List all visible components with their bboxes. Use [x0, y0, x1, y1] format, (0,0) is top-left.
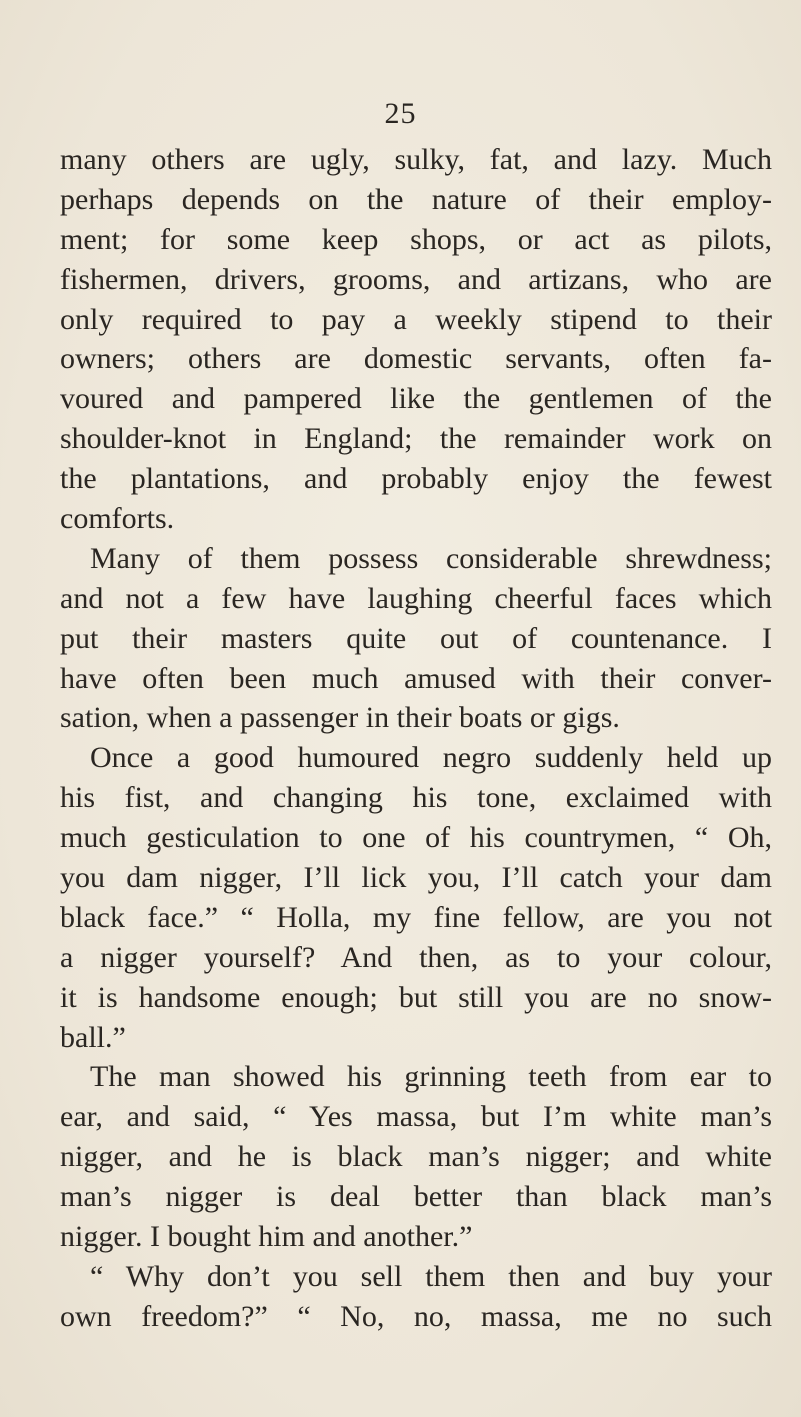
- text-line: own freedom?” “ No, no, massa, me no such: [60, 1299, 772, 1333]
- text-line: fishermen, drivers, grooms, and artizans, who are: [60, 262, 772, 296]
- paragraph-start-line: Once a good humoured negro suddenly held up: [90, 741, 772, 775]
- text-line: much gesticulation to one of his countrymen, “ Oh,: [60, 821, 772, 855]
- text-line: a nigger yourself? And then, as to your colour,: [60, 940, 772, 974]
- paragraph-end-line: ball.”: [60, 1020, 126, 1054]
- text-line: only required to pay a weekly stipend to their: [60, 302, 772, 336]
- paragraph-start-line: Many of them possess considerable shrewdness;: [90, 541, 772, 575]
- text-line: put their masters quite out of countenance. I: [60, 621, 772, 655]
- paragraph-start-line: “ Why don’t you sell them then and buy your: [90, 1259, 772, 1293]
- paragraph-end-line: comforts.: [60, 502, 175, 536]
- page-number: 25: [384, 97, 417, 130]
- text-line: man’s nigger is deal better than black man’s: [60, 1180, 772, 1214]
- text-line: his fist, and changing his tone, exclaimed with: [60, 781, 772, 815]
- text-line: it is handsome enough; but still you are no snow-: [60, 980, 772, 1014]
- text-line: nigger, and he is black man’s nigger; and white: [60, 1140, 772, 1174]
- paragraph-start-line: The man showed his grinning teeth from ear to: [90, 1060, 772, 1094]
- paragraph-end-line: nigger. I bought him and another.”: [60, 1220, 473, 1254]
- body-text: [60, 140, 772, 1337]
- paragraph-end-line: sation, when a passenger in their boats or gigs.: [60, 701, 620, 735]
- text-line: perhaps depends on the nature of their employ-: [60, 182, 772, 216]
- text-line: you dam nigger, I’ll lick you, I’ll catch your dam: [60, 861, 772, 895]
- text-line: the plantations, and probably enjoy the fewest: [60, 462, 772, 496]
- text-line: and not a few have laughing cheerful faces which: [60, 581, 772, 615]
- text-line: have often been much amused with their conver-: [60, 661, 772, 695]
- text-line: ment; for some keep shops, or act as pilots,: [60, 222, 772, 256]
- text-line: shoulder-knot in England; the remainder work on: [60, 422, 772, 456]
- text-line: voured and pampered like the gentlemen of the: [60, 382, 772, 416]
- text-line: owners; others are domestic servants, often fa-: [60, 342, 772, 376]
- text-line: many others are ugly, sulky, fat, and lazy. Much: [60, 143, 772, 176]
- text-line: ear, and said, “ Yes massa, but I’m white man’s: [60, 1100, 772, 1134]
- text-line: black face.” “ Holla, my fine fellow, are you not: [60, 900, 772, 934]
